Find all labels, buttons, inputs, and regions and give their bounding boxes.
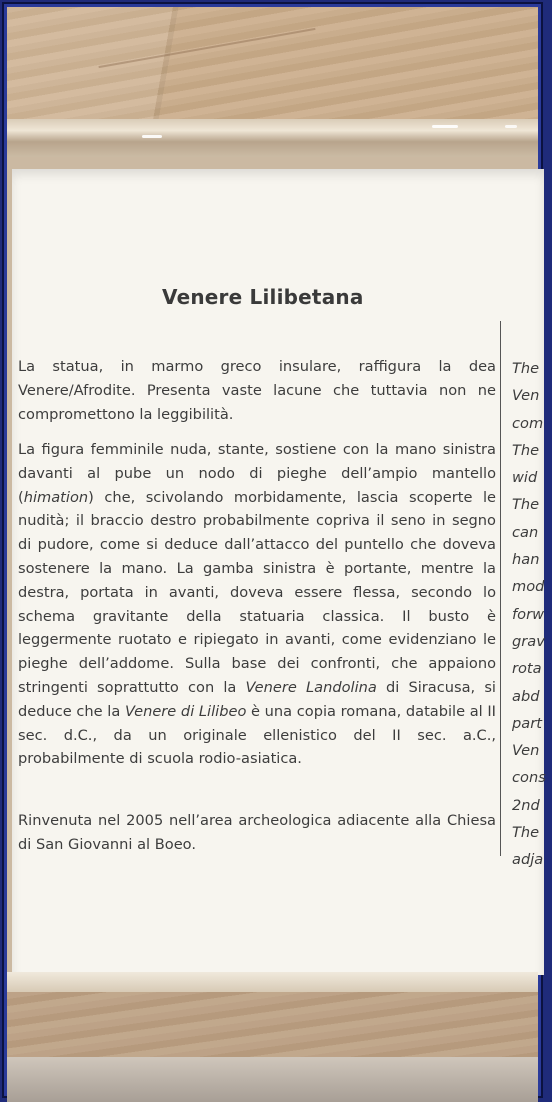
english-fragment: The bbox=[512, 824, 540, 842]
text-run: ) che, scivolando morbidamente, lascia scoperte le nudità; il braccio destro probabilmente copriva il seno in segno di pudore, come si deduce dall’attacco del puntello che doveva sostenere la mano. La gamba sinistra è portante, mentre la destra, portata in avanti, doveva essere flessa, secondo lo schema gravitante della statuaria classica. Il busto è leggermente ruotato e ripiegato in avanti, come evidenziano le pieghe dell’addome. Sulla base dei confronti, che appaiono stringenti soprattutto con la bbox=[18, 488, 496, 696]
english-fragment: The bbox=[512, 496, 540, 514]
english-fragment: The bbox=[512, 360, 540, 377]
english-fragment: The bbox=[512, 441, 540, 459]
english-fragment: Ven bbox=[512, 387, 540, 405]
italic-term: himation bbox=[23, 488, 89, 506]
english-fragment: rota bbox=[512, 660, 542, 678]
english-fragment: com bbox=[512, 414, 544, 432]
text-run: di Siracusa, si deduce che la bbox=[18, 678, 496, 720]
english-fragment: han bbox=[512, 551, 540, 569]
column-divider bbox=[500, 321, 501, 856]
light-reflection bbox=[432, 125, 458, 128]
light-reflection bbox=[142, 135, 162, 138]
english-fragment: 2nd bbox=[512, 796, 540, 814]
english-fragment: abd bbox=[512, 687, 540, 705]
english-fragment: mod bbox=[512, 578, 545, 596]
english-fragment: adja bbox=[512, 851, 544, 869]
wood-floor-top bbox=[7, 7, 538, 132]
photo-frame bbox=[4, 4, 546, 1096]
english-fragment: part bbox=[512, 714, 542, 732]
english-fragment: can bbox=[512, 523, 539, 541]
italian-paragraph-2 bbox=[18, 438, 496, 771]
acrylic-edge-bottom bbox=[7, 972, 538, 994]
light-reflection bbox=[505, 125, 517, 128]
acrylic-edge-top bbox=[7, 119, 538, 157]
text-run: è una copia romana, databile al II sec. d.C., da un originale ellenistico del II sec. a.C., probabilmente di scuola rodio-asiatica. bbox=[18, 702, 496, 768]
italic-term: Venere Landolina bbox=[245, 678, 377, 696]
text-run: La figura femminile nuda, stante, sostiene con la mano sinistra davanti al pube un nodo di pieghe dell’ampio mantello ( bbox=[18, 441, 496, 506]
label-title: Venere Lilibetana bbox=[162, 285, 364, 309]
italian-paragraph-1: La statua, in marmo greco insulare, raffigura la dea Venere/Afrodite. Presenta vaste lacune che tuttavia non ne compromettono la leggibilità. bbox=[18, 358, 496, 423]
floor-strip bbox=[7, 1057, 538, 1102]
italian-paragraph-3: Rinvenuta nel 2005 nell’area archeologica adiacente alla Chiesa di San Giovanni al Boeo. bbox=[18, 812, 496, 853]
english-fragment: Ven bbox=[512, 742, 540, 760]
english-fragment: cons bbox=[512, 769, 546, 787]
english-fragment: grav bbox=[512, 632, 545, 650]
italic-term: Venere di Lilibeo bbox=[124, 702, 247, 720]
english-fragment: forw bbox=[512, 605, 545, 623]
english-fragment: wid bbox=[512, 469, 538, 487]
museum-label-card bbox=[12, 169, 544, 975]
english-column-cropped bbox=[512, 355, 552, 874]
